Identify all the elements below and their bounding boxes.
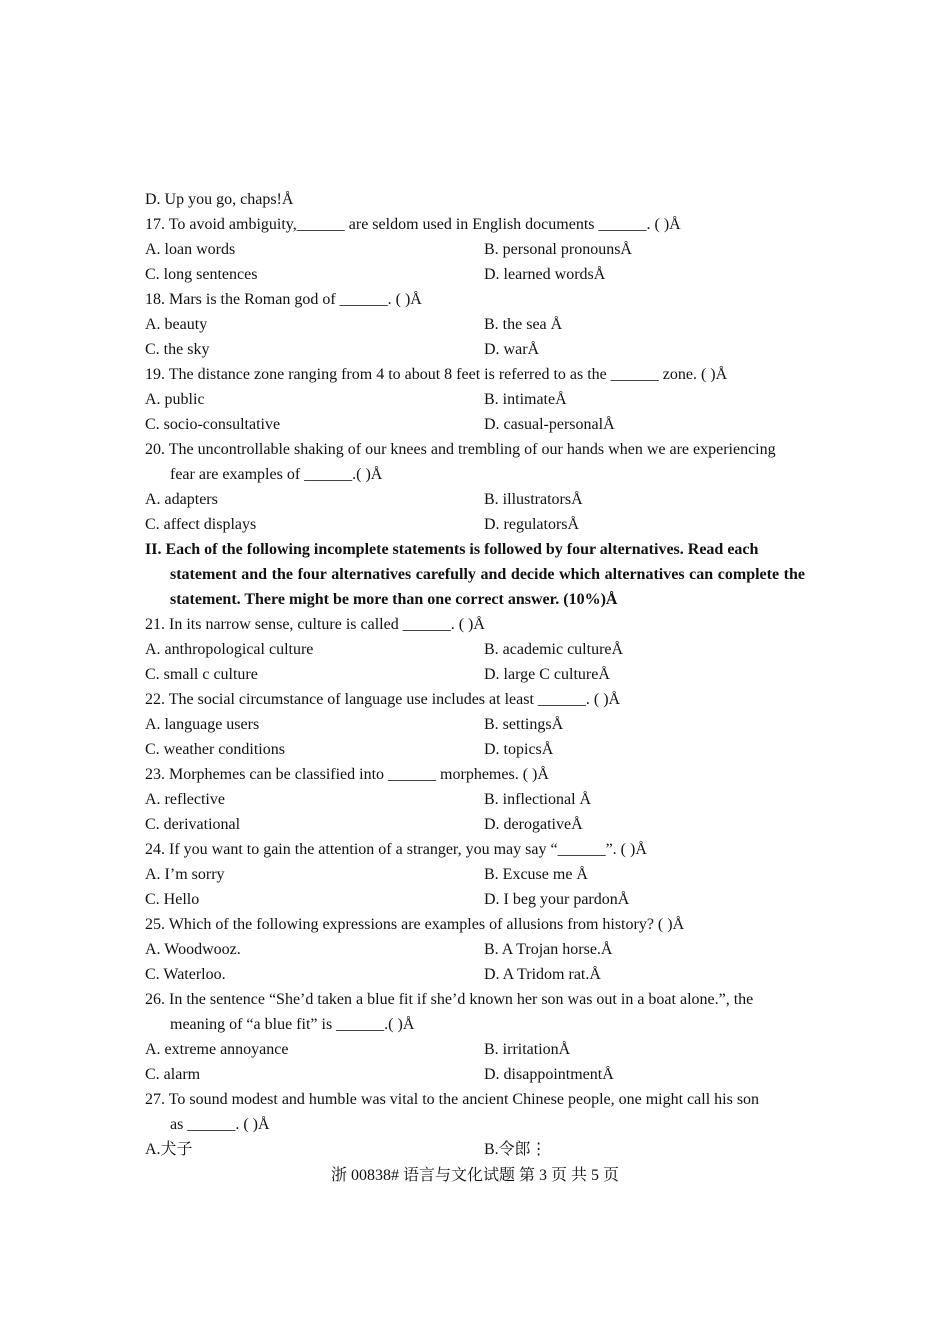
options-row (145, 662, 805, 687)
option-b: B. personal pronounsÅ (484, 241, 632, 258)
option-d: D. large C cultureÅ (484, 666, 610, 683)
option-b: B. Excuse me Å (484, 866, 588, 883)
option-c: C. derivational (145, 816, 241, 833)
option-d: D. A Tridom rat.Å (484, 966, 601, 983)
option-b: B. settingsÅ (484, 716, 564, 733)
option-d: D. casual-personalÅ (484, 416, 615, 433)
question-text-continued: as ______. ( )Å (170, 1116, 270, 1133)
options-row (145, 237, 805, 262)
question-18: 18. Mars is the Roman god of ______. ( )Å (145, 291, 422, 308)
options-row (145, 1037, 805, 1062)
option-a: A. reflective (145, 791, 225, 808)
option-b: B. illustratorsÅ (484, 491, 583, 508)
question-21: 21. In its narrow sense, culture is called ______. ( )Å (145, 616, 485, 633)
option-b: B. the sea Å (484, 316, 563, 333)
option-c: C. weather conditions (145, 741, 285, 758)
options-row (145, 862, 805, 887)
options-row (145, 737, 805, 762)
option-b: B.令郎⋮ (484, 1141, 547, 1158)
option-a: A. beauty (145, 316, 208, 333)
question-23: 23. Morphemes can be classified into ______ morphemes. ( )Å (145, 766, 549, 783)
options-row (145, 312, 805, 337)
question-17: 17. To avoid ambiguity,______ are seldom used in English documents ______. ( )Å (145, 216, 681, 233)
options-row (145, 812, 805, 837)
option-d: D. derogativeÅ (484, 816, 583, 833)
option-c: C. alarm (145, 1066, 201, 1083)
option-c: C. socio-consultative (145, 416, 281, 433)
options-row (145, 1137, 805, 1162)
option-b: B. intimateÅ (484, 391, 567, 408)
option-a: A. adapters (145, 491, 218, 508)
option-line: D. Up you go, chaps!Å (145, 191, 294, 208)
section-2-heading (145, 537, 805, 612)
options-row (145, 412, 805, 437)
option-d: D. topicsÅ (484, 741, 554, 758)
option-a: A.犬子 (145, 1141, 193, 1158)
option-a: A. I’m sorry (145, 866, 225, 883)
question-22: 22. The social circumstance of language use includes at least ______. ( )Å (145, 691, 621, 708)
option-d: D. I beg your pardonÅ (484, 891, 630, 908)
options-row (145, 387, 805, 412)
section-heading-continued: statement and the four alternatives carefully and decide which alternatives can complete the statement. There might be more than one correct answer. (10%)Å (170, 566, 805, 608)
options-row (145, 487, 805, 512)
option-c: C. the sky (145, 341, 210, 358)
option-a: A. anthropological culture (145, 641, 314, 658)
question-19: 19. The distance zone ranging from 4 to about 8 feet is referred to as the ______ zone. ( )Å (145, 366, 728, 383)
option-a: A. language users (145, 716, 260, 733)
option-d: D. learned wordsÅ (484, 266, 606, 283)
option-c: C. affect displays (145, 516, 257, 533)
option-d: D. warÅ (484, 341, 540, 358)
question-20 (145, 437, 805, 487)
question-24: 24. If you want to gain the attention of a stranger, you may say “______”. ( )Å (145, 841, 647, 858)
question-text-continued: meaning of “a blue fit” is ______.( )Å (170, 1016, 415, 1033)
options-row (145, 937, 805, 962)
options-row (145, 337, 805, 362)
options-row (145, 512, 805, 537)
options-row (145, 712, 805, 737)
option-c: C. Hello (145, 891, 200, 908)
question-25: 25. Which of the following expressions are examples of allusions from history? ( )Å (145, 916, 685, 933)
option-b: B. academic cultureÅ (484, 641, 624, 658)
option-c: C. Waterloo. (145, 966, 226, 983)
option-c: C. long sentences (145, 266, 258, 283)
options-row (145, 787, 805, 812)
question-text: 27. To sound modest and humble was vital to the ancient Chinese people, one might call his son (145, 1091, 760, 1108)
option-d: D. regulatorsÅ (484, 516, 580, 533)
options-row (145, 262, 805, 287)
page-footer: 浙 00838# 语言与文化试题 第 3 页 共 5 页 (330, 1167, 619, 1184)
page-content (145, 187, 805, 1162)
option-b: B. inflectional Å (484, 791, 592, 808)
option-a: A. public (145, 391, 205, 408)
question-text: 20. The uncontrollable shaking of our knees and trembling of our hands when we are experiencing (145, 441, 776, 458)
option-a: A. extreme annoyance (145, 1041, 289, 1058)
question-27 (145, 1087, 805, 1137)
question-text-continued: fear are examples of ______.( )Å (170, 466, 383, 483)
question-26 (145, 987, 805, 1037)
option-a: A. loan words (145, 241, 236, 258)
options-row (145, 1062, 805, 1087)
option-c: C. small c culture (145, 666, 258, 683)
options-row (145, 637, 805, 662)
option-a: A. Woodwooz. (145, 941, 241, 958)
option-b: B. A Trojan horse.Å (484, 941, 613, 958)
option-b: B. irritationÅ (484, 1041, 571, 1058)
section-heading-text: II. Each of the following incomplete statements is followed by four alternatives. Read each (145, 541, 759, 558)
options-row (145, 887, 805, 912)
question-text: 26. In the sentence “She’d taken a blue fit if she’d known her son was out in a boat alone.”, the (145, 991, 754, 1008)
options-row (145, 962, 805, 987)
option-d: D. disappointmentÅ (484, 1066, 614, 1083)
